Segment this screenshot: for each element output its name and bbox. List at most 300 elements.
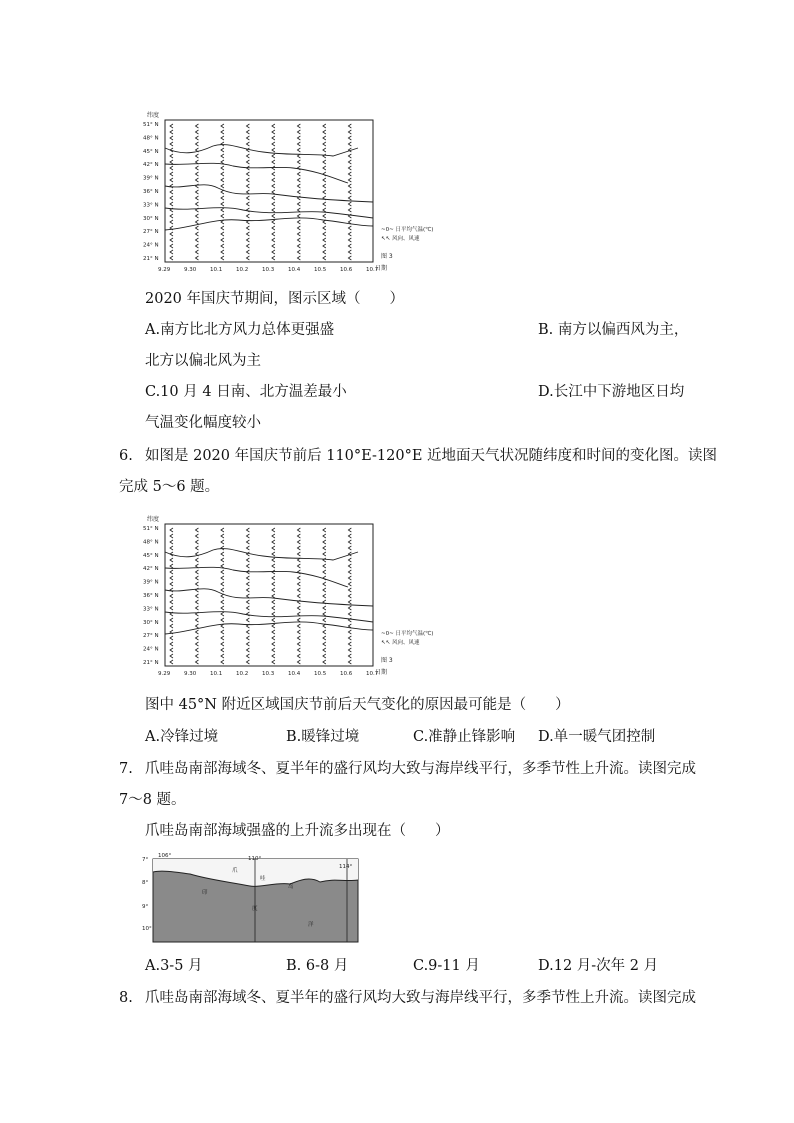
wind-barb	[170, 166, 173, 170]
wind-barb	[246, 606, 249, 610]
wind-barb	[297, 160, 300, 164]
wind-barb	[297, 184, 300, 188]
wind-barb	[221, 588, 224, 592]
wind-barb	[297, 564, 300, 568]
x-tick-label: 10.6	[340, 671, 353, 677]
wind-barb	[170, 582, 173, 586]
wind-barb	[297, 642, 300, 646]
wind-barb	[297, 214, 300, 218]
wind-barb	[195, 558, 198, 562]
wind-barb	[323, 582, 326, 586]
wind-barb	[221, 202, 224, 206]
wind-barb	[272, 570, 275, 574]
wind-barb	[297, 142, 300, 146]
wind-barb	[195, 226, 198, 230]
y-tick-label: 36° N	[143, 189, 159, 195]
chart-ylabel: 纬度	[147, 516, 160, 523]
wind-barb	[323, 642, 326, 646]
wind-barb	[348, 612, 351, 616]
wind-barb	[297, 630, 300, 634]
wind-barb	[246, 232, 249, 236]
wind-barb	[195, 630, 198, 634]
x-tick-label: 9.29	[158, 671, 171, 677]
wind-barb	[323, 588, 326, 592]
wind-barb	[170, 558, 173, 562]
lat-label-9: 9°	[142, 904, 149, 910]
wind-barb	[246, 546, 249, 550]
wind-barb	[195, 660, 198, 664]
x-tick-labels	[158, 267, 379, 273]
x-tick-label: 9.29	[158, 267, 171, 273]
wind-barbs	[170, 124, 351, 260]
wind-barb	[272, 208, 275, 212]
wind-barb	[323, 636, 326, 640]
wind-barb	[297, 124, 300, 128]
wind-barb	[272, 630, 275, 634]
wind-barb	[272, 648, 275, 652]
x-tick-label: 10.4	[288, 267, 301, 273]
wind-barb	[170, 594, 173, 598]
wind-barb	[170, 202, 173, 206]
wind-barb	[246, 630, 249, 634]
wind-barb	[195, 546, 198, 550]
wind-barb	[348, 606, 351, 610]
wind-barb	[246, 238, 249, 242]
q7-number: 7.	[119, 761, 133, 777]
wind-barb	[297, 238, 300, 242]
wind-barb	[323, 606, 326, 610]
wind-barb	[348, 594, 351, 598]
map-label-wa: 哇	[260, 876, 266, 882]
wind-barb	[221, 184, 224, 188]
wind-barb	[272, 534, 275, 538]
wind-barb	[195, 214, 198, 218]
wind-barb	[195, 256, 198, 260]
wind-barb	[170, 534, 173, 538]
lat-label-8: 8°	[142, 880, 149, 886]
wind-barb	[170, 660, 173, 664]
wind-barb	[272, 546, 275, 550]
wind-barb	[272, 142, 275, 146]
wind-barb	[272, 552, 275, 556]
wind-barb	[297, 636, 300, 640]
wind-barb	[272, 624, 275, 628]
wind-barb	[246, 250, 249, 254]
y-tick-label: 39° N	[143, 175, 159, 182]
wind-barb	[195, 648, 198, 652]
wind-barb	[246, 600, 249, 604]
wind-barb	[246, 142, 249, 146]
wind-barb	[170, 172, 173, 176]
x-tick-label: 10.7	[366, 671, 379, 677]
wind-barb	[297, 220, 300, 224]
wind-barb	[323, 546, 326, 550]
wind-barb	[272, 256, 275, 260]
wind-barb	[323, 136, 326, 140]
wind-barb	[246, 534, 249, 538]
wind-barb	[323, 244, 326, 248]
wind-barb	[323, 612, 326, 616]
wind-barb	[348, 564, 351, 568]
wind-barb	[246, 226, 249, 230]
wind-barb	[297, 250, 300, 254]
wind-barb	[246, 154, 249, 158]
x-tick-label: 10.1	[210, 267, 223, 273]
wind-barb	[246, 160, 249, 164]
x-tick-label: 10.6	[340, 267, 353, 273]
wind-barb	[195, 618, 198, 622]
wind-barb	[246, 196, 249, 200]
wind-barb	[195, 624, 198, 628]
y-tick-label: 36° N	[143, 593, 159, 599]
wind-barb	[221, 648, 224, 652]
wind-barb	[272, 540, 275, 544]
y-tick-label: 24° N	[143, 646, 159, 653]
wind-barb	[348, 250, 351, 254]
weather-chart-2	[143, 512, 443, 684]
q5-option-d: D.长江中下游地区日均	[538, 384, 685, 400]
x-tick-labels	[158, 671, 379, 677]
wind-barb	[272, 172, 275, 176]
wind-barb	[221, 208, 224, 212]
wind-barb	[221, 172, 224, 176]
wind-barb	[323, 618, 326, 622]
wind-barb	[170, 256, 173, 260]
wind-barb	[170, 250, 173, 254]
y-tick-label: 45° N	[143, 148, 159, 155]
q6-stem-line2: 完成 5～6 题。	[119, 479, 220, 495]
wind-barb	[272, 178, 275, 182]
wind-barb	[195, 540, 198, 544]
wind-barb	[221, 570, 224, 574]
wind-barb	[195, 154, 198, 158]
wind-barb	[246, 648, 249, 652]
map-label-zhao: 爪	[232, 868, 238, 874]
y-tick-label: 39° N	[143, 579, 159, 586]
wind-barb	[323, 232, 326, 236]
wind-barb	[348, 196, 351, 200]
wind-barb	[221, 136, 224, 140]
wind-barb	[221, 606, 224, 610]
wind-barb	[297, 226, 300, 230]
wind-barb	[221, 660, 224, 664]
q6-option-c: C.准静止锋影响	[413, 729, 516, 745]
wind-barb	[195, 202, 198, 206]
wind-barb	[348, 546, 351, 550]
wind-barb	[221, 552, 224, 556]
wind-barb	[221, 534, 224, 538]
wind-barb	[246, 576, 249, 580]
wind-barb	[170, 642, 173, 646]
lat-label-10: 10°	[142, 926, 152, 932]
wind-barb	[323, 184, 326, 188]
wind-barb	[246, 654, 249, 658]
wind-barb	[348, 534, 351, 538]
wind-barb	[272, 660, 275, 664]
wind-barb	[272, 190, 275, 194]
wind-barb	[170, 196, 173, 200]
y-tick-label: 48° N	[143, 135, 159, 142]
q5-option-a: A.南方比北方风力总体更强盛	[145, 322, 335, 338]
wind-barb	[221, 630, 224, 634]
wind-barb	[348, 660, 351, 664]
wind-barb	[195, 166, 198, 170]
wind-barb	[195, 250, 198, 254]
y-tick-labels	[143, 526, 159, 666]
wind-barb	[297, 256, 300, 260]
y-tick-label: 33° N	[143, 202, 159, 209]
wind-barb	[272, 558, 275, 562]
y-tick-label: 33° N	[143, 606, 159, 613]
wind-barb	[297, 660, 300, 664]
wind-barb	[170, 588, 173, 592]
q7-stem-line1: 爪哇岛南部海域冬、夏半年的盛行风均大致与海岸线平行，多季节性上升流。读图完成	[145, 761, 696, 777]
wind-barb	[272, 220, 275, 224]
wind-barb	[348, 582, 351, 586]
wind-barb	[323, 250, 326, 254]
wind-barb	[348, 160, 351, 164]
wind-barb	[195, 576, 198, 580]
figure-caption: 图 3	[381, 253, 393, 260]
wind-barb	[297, 148, 300, 152]
q7-option-d: D.12 月-次年 2 月	[538, 958, 659, 974]
wind-barb	[297, 582, 300, 586]
wind-barb	[297, 612, 300, 616]
legend-temp: ~0~ 日平均气温(℃)	[381, 227, 434, 233]
wind-barb	[297, 654, 300, 658]
wind-barb	[323, 142, 326, 146]
wind-barb	[195, 594, 198, 598]
wind-barb	[170, 576, 173, 580]
wind-barb	[195, 178, 198, 182]
wind-barb	[170, 618, 173, 622]
wind-barb	[170, 220, 173, 224]
wind-barb	[272, 226, 275, 230]
q5-stem: 2020 年国庆节期间，图示区域（ ）	[145, 291, 405, 307]
wind-barb	[221, 250, 224, 254]
wind-barb	[297, 130, 300, 134]
q5-option-b-cont: 北方以偏北风为主	[145, 353, 261, 369]
wind-barb	[348, 244, 351, 248]
wind-barb	[195, 528, 198, 532]
wind-barb	[323, 130, 326, 134]
wind-barb	[221, 238, 224, 242]
wind-barb	[195, 190, 198, 194]
wind-barb	[348, 202, 351, 206]
lon-label-114: 114°	[339, 864, 353, 870]
wind-barb	[170, 528, 173, 532]
wind-barb	[170, 178, 173, 182]
wind-barb	[170, 636, 173, 640]
wind-barb	[348, 576, 351, 580]
map-label-dao: 岛	[288, 884, 294, 890]
wind-barb	[348, 256, 351, 260]
wind-barb	[272, 594, 275, 598]
wind-barb	[272, 202, 275, 206]
wind-barb	[297, 546, 300, 550]
wind-barb	[221, 178, 224, 182]
isotherms	[165, 145, 373, 230]
wind-barb	[348, 528, 351, 532]
wind-barb	[272, 618, 275, 622]
wind-barb	[246, 136, 249, 140]
wind-barb	[170, 238, 173, 242]
x-tick-label: 10.3	[262, 671, 275, 677]
q7-question: 爪哇岛南部海域强盛的上升流多出现在（ ）	[145, 823, 450, 839]
wind-barb	[272, 184, 275, 188]
wind-barb	[323, 166, 326, 170]
wind-barb	[272, 642, 275, 646]
java-map	[140, 852, 365, 944]
wind-barb	[221, 232, 224, 236]
wind-barb	[246, 172, 249, 176]
y-tick-label: 42° N	[143, 162, 159, 169]
wind-barb	[272, 576, 275, 580]
wind-barb	[221, 636, 224, 640]
wind-barb	[348, 600, 351, 604]
wind-barb	[221, 576, 224, 580]
wind-barb	[323, 552, 326, 556]
wind-barb	[297, 576, 300, 580]
y-tick-label: 48° N	[143, 539, 159, 546]
wind-barb	[323, 256, 326, 260]
wind-barb	[297, 618, 300, 622]
q6-stem-line1: 如图是 2020 年国庆节前后 110°E-120°E 近地面天气状况随纬度和时间的变化图。读图	[145, 448, 718, 464]
java-map-svg	[140, 852, 365, 944]
lon-label-106: 106°	[158, 853, 172, 859]
wind-barb	[195, 636, 198, 640]
wind-barb	[195, 124, 198, 128]
y-tick-label: 45° N	[143, 552, 159, 559]
wind-barb	[246, 202, 249, 206]
wind-barb	[348, 232, 351, 236]
wind-barb	[272, 196, 275, 200]
wind-barb	[348, 190, 351, 194]
wind-barb	[221, 528, 224, 532]
isotherms	[165, 549, 373, 634]
wind-barb	[170, 570, 173, 574]
wind-barb	[246, 564, 249, 568]
wind-barb	[297, 208, 300, 212]
q5-option-d-cont: 气温变化幅度较小	[145, 415, 261, 431]
wind-barb	[348, 238, 351, 242]
x-tick-label: 10.4	[288, 671, 301, 677]
wind-barb	[323, 202, 326, 206]
wind-barb	[297, 624, 300, 628]
wind-barb	[323, 226, 326, 230]
wind-barb	[348, 124, 351, 128]
x-tick-label: 9.30	[184, 671, 197, 677]
wind-barb	[221, 540, 224, 544]
map-label-du: 度	[252, 906, 258, 912]
wind-barb	[348, 558, 351, 562]
wind-barb	[297, 178, 300, 182]
wind-barb	[348, 208, 351, 212]
wind-barb	[195, 232, 198, 236]
wind-barb	[272, 564, 275, 568]
wind-barb	[323, 160, 326, 164]
wind-barb	[272, 160, 275, 164]
wind-barb	[170, 124, 173, 128]
wind-barb	[323, 660, 326, 664]
wind-barb	[323, 570, 326, 574]
x-tick-label: 10.3	[262, 267, 275, 273]
wind-barb	[195, 600, 198, 604]
wind-barb	[272, 124, 275, 128]
map-label-yang: 洋	[308, 922, 314, 928]
lon-label-110: 110°	[248, 856, 262, 862]
wind-barb	[246, 190, 249, 194]
y-tick-label: 27° N	[143, 229, 159, 236]
wind-barb	[195, 582, 198, 586]
wind-barb	[272, 612, 275, 616]
wind-barb	[323, 648, 326, 652]
lat-label-7: 7°	[142, 857, 149, 863]
wind-barb	[246, 588, 249, 592]
y-tick-label: 24° N	[143, 242, 159, 249]
q6-option-b: B.暖锋过境	[286, 729, 360, 745]
q6-number: 6.	[119, 448, 133, 464]
wind-barb	[272, 214, 275, 218]
wind-barb	[170, 154, 173, 158]
wind-barb	[297, 172, 300, 176]
wind-barb	[297, 588, 300, 592]
y-tick-label: 30° N	[143, 619, 159, 626]
x-tick-label: 10.1	[210, 671, 223, 677]
wind-barb	[348, 154, 351, 158]
wind-barb	[297, 190, 300, 194]
wind-barb	[348, 588, 351, 592]
chart-xlabel: 日期	[375, 265, 388, 272]
wind-barb	[323, 534, 326, 538]
q8-stem-line1: 爪哇岛南部海域冬、夏半年的盛行风均大致与海岸线平行，多季节性上升流。读图完成	[145, 990, 696, 1006]
q5-option-b: B. 南方以偏西风为主，	[538, 322, 689, 338]
wind-barb	[221, 642, 224, 646]
wind-barb	[170, 190, 173, 194]
wind-barb	[348, 136, 351, 140]
map-label-yin: 印	[202, 890, 208, 896]
wind-barb	[246, 660, 249, 664]
wind-barb	[272, 136, 275, 140]
wind-barb	[246, 184, 249, 188]
wind-barb	[323, 124, 326, 128]
q8-number: 8.	[119, 990, 133, 1006]
wind-barb	[348, 166, 351, 170]
chart-ylabel: 纬度	[147, 112, 160, 119]
wind-barb	[170, 654, 173, 658]
q6-option-a: A.冷锋过境	[145, 729, 219, 745]
wind-barb	[323, 540, 326, 544]
wind-barb	[221, 546, 224, 550]
wind-barb	[323, 214, 326, 218]
x-tick-label: 10.7	[366, 267, 379, 273]
wind-barb	[272, 166, 275, 170]
wind-barb	[246, 214, 249, 218]
wind-barb	[297, 136, 300, 140]
q6-option-d: D.单一暖气团控制	[538, 729, 656, 745]
y-tick-label: 51° N	[143, 122, 159, 128]
wind-barb	[272, 232, 275, 236]
wind-barb	[221, 618, 224, 622]
wind-barb	[170, 136, 173, 140]
wind-barb	[272, 154, 275, 158]
wind-barb	[348, 184, 351, 188]
wind-barb	[348, 226, 351, 230]
wind-barb	[272, 582, 275, 586]
wind-barb	[221, 226, 224, 230]
wind-barb	[272, 654, 275, 658]
wind-barb	[323, 594, 326, 598]
